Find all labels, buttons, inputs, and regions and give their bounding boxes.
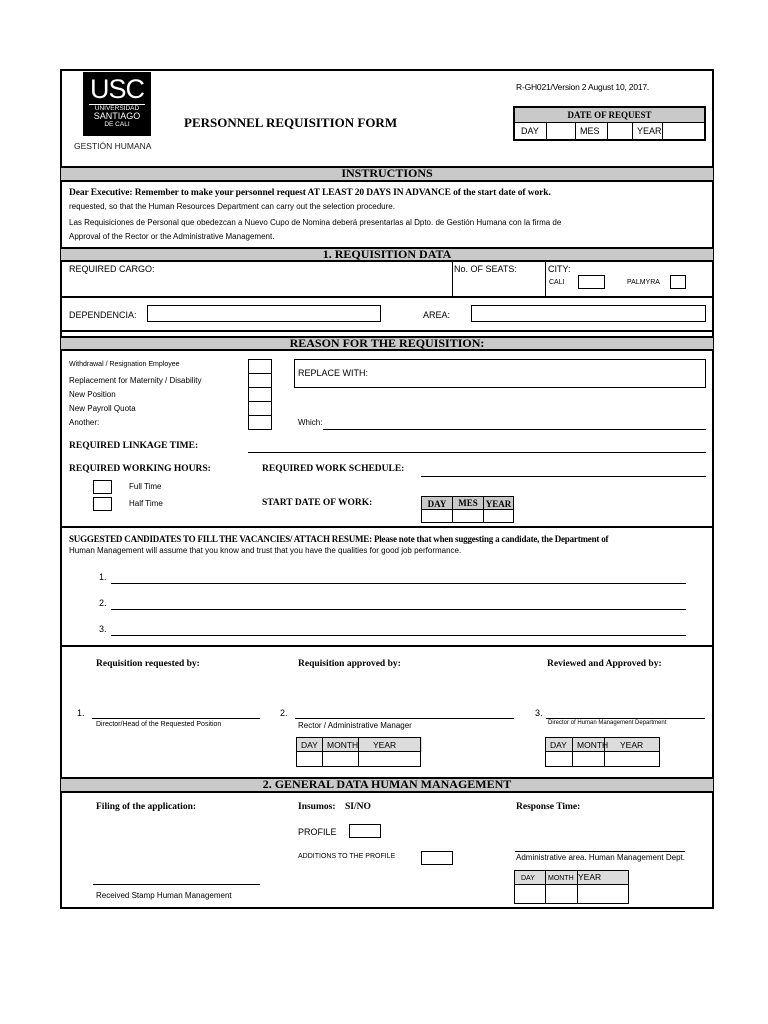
approval-year-input[interactable] (358, 751, 421, 767)
usc-logo (83, 72, 151, 136)
approval-year-label: YEAR (358, 737, 421, 752)
date-of-request-label: DATE OF REQUEST (515, 108, 704, 123)
which-label: Which: (298, 418, 323, 427)
year-label: YEAR (633, 123, 663, 140)
response-day-label: DAY (514, 870, 546, 885)
review-date-grid (545, 737, 660, 767)
candidate-input-3[interactable] (111, 635, 686, 636)
instructions-line-3: Las Requisiciones de Personal que obedezcan a Nuevo Cupo de Nomina deberá presentarlas al Dpto. de Gestión Humana con la firma de (69, 218, 562, 227)
response-month-input[interactable] (545, 884, 578, 904)
reason-checkbox[interactable] (248, 387, 272, 402)
working-hours-label: REQUIRED WORKING HOURS: (69, 464, 211, 474)
review-year-label: YEAR (604, 737, 660, 752)
review-day-input[interactable] (545, 751, 573, 767)
full-time-label: Full Time (129, 482, 162, 491)
divider (545, 262, 546, 296)
approval-month-input[interactable] (322, 751, 359, 767)
logo-line: UNIVERSIDAD (94, 105, 140, 112)
reason-checkbox[interactable] (248, 401, 272, 416)
reason-option-replacement: Replacement for Maternity / Disability (69, 376, 202, 385)
requisition-data-header: 1. REQUISITION DATA (61, 247, 713, 262)
instructions-line-2: requested, so that the Human Resources Department can carry out the selection procedure. (69, 202, 395, 211)
logo-line: DE CALI (104, 121, 130, 128)
response-time-input-line[interactable] (515, 851, 685, 852)
reason-option-payroll-quota: New Payroll Quota (69, 404, 136, 413)
additions-checkbox[interactable] (421, 851, 453, 865)
required-cargo-label: REQUIRED CARGO: (69, 264, 155, 274)
candidate-number-1: 1. (99, 572, 107, 582)
response-year-label: YEAR (577, 870, 629, 885)
signature-number-1: 1. (77, 708, 85, 718)
start-date-label: START DATE OF WORK: (262, 498, 373, 508)
review-month-input[interactable] (572, 751, 605, 767)
work-schedule-input-line[interactable] (421, 476, 706, 477)
response-date-grid (514, 870, 629, 904)
candidate-number-2: 2. (99, 598, 107, 608)
month-input[interactable] (608, 123, 633, 140)
approval-month-label: MONTH (322, 737, 359, 752)
day-label: DAY (515, 123, 547, 140)
instructions-line-4: Approval of the Rector or the Administrative Management. (69, 232, 275, 241)
si-no-label: SI/NO (345, 802, 371, 812)
response-month-label: MONTH (545, 870, 578, 885)
linkage-time-label: REQUIRED LINKAGE TIME: (69, 441, 199, 451)
signature-caption-2: Rector / Administrative Manager (298, 721, 412, 730)
requested-by-label: Requisition requested by: (96, 659, 200, 669)
approved-by-label: Requisition approved by: (298, 659, 401, 669)
start-day-label: DAY (421, 496, 453, 510)
signature-number-3: 3. (535, 708, 543, 718)
reviewed-by-label: Reviewed and Approved by: (547, 659, 662, 669)
city-cali-label: CALI (549, 279, 565, 286)
signature-line-1[interactable] (92, 718, 260, 719)
dependencia-label: DEPENDENCIA: (69, 310, 137, 320)
start-month-input[interactable] (452, 509, 484, 523)
divider (61, 526, 713, 528)
logo-subtitle: GESTIÓN HUMANA (74, 141, 152, 151)
start-year-input[interactable] (483, 509, 514, 523)
start-year-label: YEAR (483, 496, 514, 510)
reason-option-new-position: New Position (69, 390, 116, 399)
stamp-line[interactable] (93, 884, 260, 885)
stamp-caption: Received Stamp Human Management (96, 891, 232, 900)
city-palmyra-label: PALMYRA (627, 279, 660, 286)
city-cali-checkbox[interactable] (578, 275, 605, 289)
logo-line: SANTIAGO (93, 111, 141, 121)
form-title: PERSONNEL REQUISITION FORM (184, 115, 398, 130)
day-input[interactable] (547, 123, 576, 140)
reason-checkbox[interactable] (248, 359, 272, 374)
filing-label: Filing of the application: (96, 802, 197, 812)
reason-checkbox[interactable] (248, 415, 272, 430)
admin-area-label: Administrative area. Human Management Dept. (516, 853, 685, 862)
candidate-input-1[interactable] (111, 583, 686, 584)
dependencia-input[interactable] (147, 305, 381, 322)
candidates-note: Human Management will assume that you know and trust that you have the qualities for good job performance. (69, 546, 462, 555)
profile-label: PROFILE (298, 827, 337, 837)
replace-with-label: REPLACE WITH: (298, 368, 369, 378)
half-time-checkbox[interactable] (93, 497, 112, 511)
approval-date-grid (296, 737, 422, 767)
response-day-input[interactable] (514, 884, 546, 904)
candidates-heading: SUGGESTED CANDIDATES TO FILL THE VACANCIES/ ATTACH RESUME: Please note that when suggesting a candidate, the Department of (69, 534, 609, 544)
date-of-request-box (513, 106, 706, 141)
area-label: AREA: (423, 310, 451, 320)
version-label: R-GH021/Version 2 August 10, 2017. (516, 82, 650, 92)
review-day-label: DAY (545, 737, 573, 752)
logo-text: USC (89, 74, 144, 104)
approval-day-input[interactable] (296, 751, 323, 767)
divider (61, 330, 713, 332)
instructions-header: INSTRUCTIONS (61, 166, 713, 182)
month-label: MES (576, 123, 608, 140)
signature-line-2[interactable] (295, 718, 514, 719)
review-month-label: MONTH (572, 737, 605, 752)
reason-checkbox-column (248, 359, 272, 430)
signature-line-3[interactable] (546, 718, 705, 719)
profile-checkbox[interactable] (349, 824, 381, 838)
city-label: CITY: (548, 264, 571, 274)
response-time-label: Response Time: (516, 802, 581, 812)
reason-header: REASON FOR THE REQUISITION: (61, 336, 713, 351)
reason-option-another: Another: (69, 418, 100, 427)
candidate-number-3: 3. (99, 624, 107, 634)
which-input-line[interactable] (323, 429, 706, 430)
divider (61, 645, 713, 647)
signature-caption-1: Director/Head of the Requested Position (96, 721, 222, 728)
insumos-label: Insumos: (298, 802, 336, 812)
half-time-label: Half Time (129, 499, 163, 508)
start-day-input[interactable] (421, 509, 453, 523)
full-time-checkbox[interactable] (93, 480, 112, 494)
work-schedule-label: REQUIRED WORK SCHEDULE: (262, 464, 405, 474)
start-date-grid (421, 496, 514, 524)
instructions-line-1: Dear Executive: Remember to make your personnel request AT LEAST 20 DAYS IN ADVANCE of the start date of work. (69, 188, 551, 198)
divider (452, 262, 453, 296)
divider (61, 296, 713, 298)
city-palmyra-checkbox[interactable] (670, 275, 686, 289)
start-month-label: MES (452, 496, 484, 510)
signature-number-2: 2. (280, 708, 288, 718)
response-year-input[interactable] (577, 884, 629, 904)
candidate-input-2[interactable] (111, 609, 686, 610)
approval-day-label: DAY (296, 737, 323, 752)
reason-option-withdrawal: Withdrawal / Resignation Employee (69, 361, 180, 368)
area-input[interactable] (471, 305, 706, 322)
signature-caption-3: Director of Human Management Department (548, 720, 667, 726)
replace-with-input[interactable] (294, 359, 706, 388)
general-data-header: 2. GENERAL DATA HUMAN MANAGEMENT (61, 777, 713, 793)
year-input[interactable] (663, 123, 704, 140)
additions-label: ADDITIONS TO THE PROFILE (298, 853, 396, 860)
seats-label: No. OF SEATS: (454, 264, 517, 274)
review-year-input[interactable] (604, 751, 660, 767)
reason-checkbox[interactable] (248, 373, 272, 388)
linkage-time-input-line[interactable] (248, 452, 706, 453)
